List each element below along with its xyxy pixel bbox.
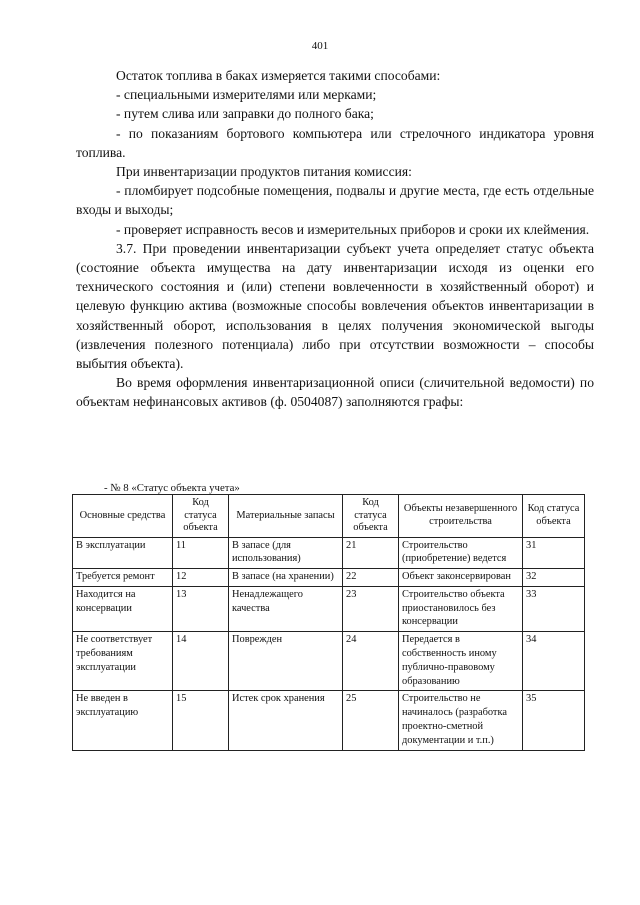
table-cell: Не введен в эксплуатацию [73, 691, 173, 750]
paragraph: - проверяет исправность весов и измерительных приборов и сроки их клеймения. [116, 221, 590, 237]
table-cell: 33 [523, 586, 585, 631]
table-cell: В запасе (для использования) [229, 537, 343, 569]
table-cell: Строительство не начиналось (разработка проектно-сметной документации и т.п.) [399, 691, 523, 750]
table-cell: Ненадлежащего качества [229, 586, 343, 631]
table-caption: - № 8 «Статус объекта учета» [104, 482, 240, 494]
paragraph: При инвентаризации продуктов питания комиссия: [116, 164, 412, 180]
body-text [76, 66, 594, 412]
table-cell: 32 [523, 569, 585, 587]
table-cell: Передается в собственность иному публично-правовому образованию [399, 632, 523, 691]
table-row [73, 586, 585, 631]
table-cell: Строительство (приобретение) ведется [399, 537, 523, 569]
table-cell: 34 [523, 632, 585, 691]
table-row [73, 537, 585, 569]
table-cell: 35 [523, 691, 585, 750]
table-row [73, 569, 585, 587]
table-cell: 22 [343, 569, 399, 587]
table-cell: 15 [173, 691, 229, 750]
table-cell: Не соответствует требованиям эксплуатации [73, 632, 173, 691]
table-cell: 13 [173, 586, 229, 631]
paragraph: 3.7. При проведении инвентаризации субъект учета определяет статус объекта (состояние объекта имущества на дату инвентаризации исходя из оценки его технического состояния и (или) степени вовлеченности в хозяйственный оборот) и целевую функцию актива (возможные способы вовлечения объектов инвентаризации в хозяйственный оборот, использования в целях получения экономической выгоды (извлечения полезного потенциала) либо при отсутствии возможности – способы выбытия объекта). [76, 240, 594, 372]
paragraph: Остаток топлива в баках измеряется такими способами: [116, 68, 441, 83]
header-cell: Основные средства [73, 495, 173, 538]
header-cell: Код статуса объекта [343, 495, 399, 538]
table-cell: Требуется ремонт [73, 569, 173, 587]
paragraph: Во время оформления инвентаризационной описи (сличительной ведомости) по объектам нефинансовых активов (ф. 0504087) заполняются графы: [76, 375, 594, 410]
table-cell: 24 [343, 632, 399, 691]
table-cell: Объект законсервирован [399, 569, 523, 587]
table-row [73, 632, 585, 691]
table-cell: 23 [343, 586, 399, 631]
table-cell: Истек срок хранения [229, 691, 343, 750]
header-cell: Материальные запасы [229, 495, 343, 538]
header-cell: Объекты незавершенного строительства [399, 495, 523, 538]
table-header-row [73, 495, 585, 538]
table-cell: В эксплуатации [73, 537, 173, 569]
table-cell: Поврежден [229, 632, 343, 691]
paragraph: - пломбирует подсобные помещения, подвалы и другие места, где есть отдельные входы и выходы; [76, 183, 594, 218]
header-cell: Код статуса объекта [523, 495, 585, 538]
table-cell: Строительство объекта приостановилось без консервации [399, 586, 523, 631]
table-cell: Находится на консервации [73, 586, 173, 631]
header-cell: Код статуса объекта [173, 495, 229, 538]
table-cell: 31 [523, 537, 585, 569]
table-cell: 14 [173, 632, 229, 691]
table-cell: 21 [343, 537, 399, 569]
page-number: 401 [311, 40, 329, 52]
paragraph: - путем слива или заправки до полного бака; [116, 106, 374, 122]
table-cell: 25 [343, 691, 399, 750]
table-cell: 11 [173, 537, 229, 569]
paragraph: - по показаниям бортового компьютера или стрелочного индикатора уровня топлива. [76, 125, 594, 160]
paragraph: - специальными измерителями или мерками; [116, 87, 377, 103]
table-row [73, 691, 585, 750]
status-table [72, 494, 585, 751]
table-cell: 12 [173, 569, 229, 587]
table-cell: В запасе (на хранении) [229, 569, 343, 587]
